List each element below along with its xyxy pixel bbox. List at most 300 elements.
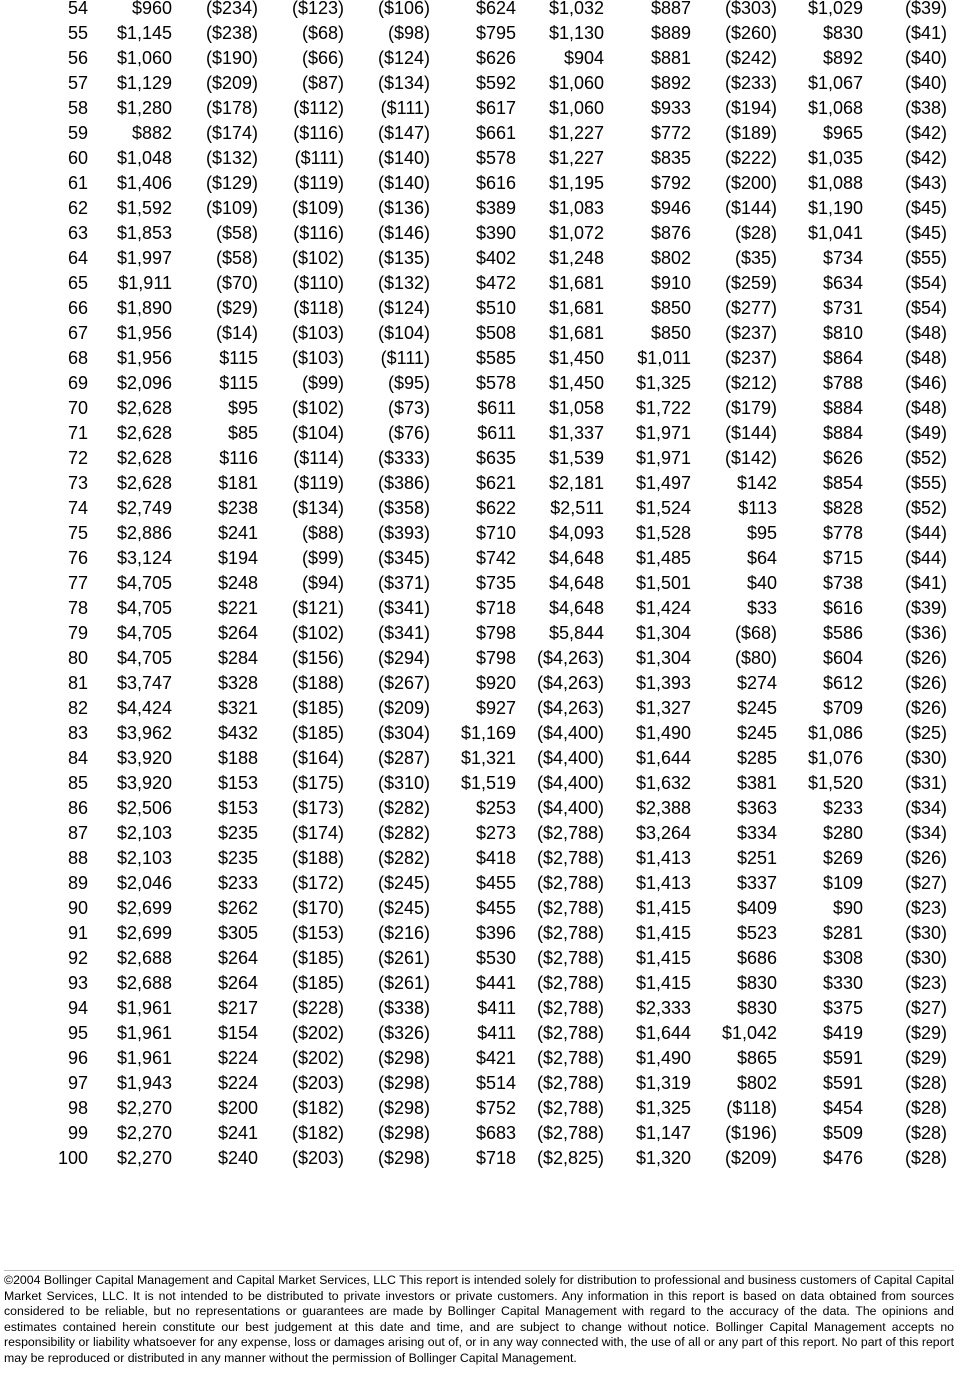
table-cell: ($80) xyxy=(734,648,777,668)
table-cell: ($147) xyxy=(377,123,430,143)
row-number-cell: 89 xyxy=(67,873,88,893)
table-cell: $884 xyxy=(822,423,863,443)
table-row xyxy=(0,871,947,896)
table-cell: $1,060 xyxy=(548,73,604,93)
table-cell: $1,321 xyxy=(460,748,516,768)
table-cell: ($42) xyxy=(904,123,947,143)
table-cell: $1,129 xyxy=(116,73,172,93)
table-cell: ($245) xyxy=(377,898,430,918)
table-cell: $1,415 xyxy=(635,948,691,968)
table-cell: ($39) xyxy=(904,0,947,18)
table-cell: $142 xyxy=(736,473,777,493)
table-cell: $1,415 xyxy=(635,898,691,918)
table-cell: ($48) xyxy=(904,398,947,418)
table-cell: $233 xyxy=(217,873,258,893)
table-cell: ($26) xyxy=(904,648,947,668)
table-cell: ($341) xyxy=(377,598,430,618)
row-number-cell: 84 xyxy=(67,748,88,768)
table-cell: $892 xyxy=(822,48,863,68)
table-cell: ($14) xyxy=(215,323,258,343)
table-cell: $742 xyxy=(475,548,516,568)
table-cell: ($124) xyxy=(377,48,430,68)
table-cell: $920 xyxy=(475,673,516,693)
table-row xyxy=(0,521,947,546)
table-cell: $95 xyxy=(746,523,777,543)
table-cell: ($237) xyxy=(724,348,777,368)
table-cell: ($188) xyxy=(291,673,344,693)
table-cell: ($371) xyxy=(377,573,430,593)
table-row xyxy=(0,896,947,921)
table-cell: $441 xyxy=(475,973,516,993)
table-cell: $1,497 xyxy=(635,473,691,493)
table-cell: ($132) xyxy=(205,148,258,168)
table-cell: $1,060 xyxy=(116,48,172,68)
table-cell: $830 xyxy=(822,23,863,43)
table-cell: $1,415 xyxy=(635,973,691,993)
table-cell: ($156) xyxy=(291,648,344,668)
table-cell: ($52) xyxy=(904,498,947,518)
table-cell: $1,227 xyxy=(548,123,604,143)
table-cell: ($209) xyxy=(205,73,258,93)
table-cell: $933 xyxy=(650,98,691,118)
table-cell: $240 xyxy=(217,1148,258,1168)
table-cell: $454 xyxy=(822,1098,863,1118)
table-cell: $154 xyxy=(217,1023,258,1043)
table-cell: ($26) xyxy=(904,673,947,693)
table-cell: ($119) xyxy=(293,173,344,193)
table-cell: $472 xyxy=(475,273,516,293)
table-cell: ($30) xyxy=(904,748,947,768)
table-row xyxy=(0,821,947,846)
table-cell: $2,181 xyxy=(548,473,604,493)
row-number-cell: 55 xyxy=(67,23,88,43)
table-cell: ($26) xyxy=(904,698,947,718)
table-cell: $865 xyxy=(736,1048,777,1068)
table-cell: $1,722 xyxy=(635,398,691,418)
table-cell: $1,520 xyxy=(807,773,863,793)
row-number-cell: 93 xyxy=(67,973,88,993)
row-number-cell: 65 xyxy=(67,273,88,293)
table-cell: $946 xyxy=(650,198,691,218)
table-cell: $586 xyxy=(822,623,863,643)
table-cell: ($242) xyxy=(724,48,777,68)
table-cell: ($41) xyxy=(904,23,947,43)
table-cell: $509 xyxy=(822,1123,863,1143)
table-row xyxy=(0,421,947,446)
row-number-cell: 76 xyxy=(67,548,88,568)
table-cell: $153 xyxy=(217,773,258,793)
table-cell: $248 xyxy=(217,573,258,593)
table-cell: ($119) xyxy=(293,473,344,493)
table-cell: $2,749 xyxy=(116,498,172,518)
table-cell: $611 xyxy=(477,423,516,443)
table-row xyxy=(0,246,947,271)
table-cell: ($116) xyxy=(293,123,344,143)
table-cell: ($55) xyxy=(904,473,947,493)
table-cell: $578 xyxy=(475,373,516,393)
table-cell: $1,072 xyxy=(548,223,604,243)
table-cell: $194 xyxy=(217,548,258,568)
table-cell: ($282) xyxy=(377,798,430,818)
table-cell: $850 xyxy=(650,323,691,343)
table-cell: $188 xyxy=(217,748,258,768)
table-cell: ($326) xyxy=(377,1023,430,1043)
table-cell: $419 xyxy=(822,1023,863,1043)
table-cell: $910 xyxy=(650,273,691,293)
table-cell: $1,280 xyxy=(116,98,172,118)
table-cell: $241 xyxy=(217,1123,258,1143)
table-cell: $245 xyxy=(736,698,777,718)
row-number-cell: 92 xyxy=(67,948,88,968)
table-cell: $1,490 xyxy=(635,1048,691,1068)
table-row xyxy=(0,1121,947,1146)
table-cell: $1,956 xyxy=(116,323,172,343)
table-cell: $1,424 xyxy=(635,598,691,618)
table-cell: ($233) xyxy=(724,73,777,93)
table-cell: ($102) xyxy=(291,248,344,268)
row-number-cell: 70 xyxy=(67,398,88,418)
table-cell: $308 xyxy=(822,948,863,968)
table-cell: ($260) xyxy=(724,23,777,43)
table-row xyxy=(0,171,947,196)
table-row xyxy=(0,0,947,21)
table-cell: ($132) xyxy=(377,273,430,293)
table-cell: $330 xyxy=(822,973,863,993)
table-cell: ($43) xyxy=(904,173,947,193)
table-cell: $830 xyxy=(736,973,777,993)
table-cell: ($298) xyxy=(377,1073,430,1093)
table-cell: ($179) xyxy=(724,398,777,418)
table-cell: ($109) xyxy=(205,198,258,218)
table-cell: ($23) xyxy=(904,898,947,918)
row-number-cell: 71 xyxy=(67,423,88,443)
table-cell: $634 xyxy=(822,273,863,293)
table-cell: $881 xyxy=(650,48,691,68)
table-cell: ($2,788) xyxy=(536,1123,604,1143)
table-cell: ($28) xyxy=(904,1148,947,1168)
table-cell: $1,644 xyxy=(635,1023,691,1043)
table-cell: $1,450 xyxy=(548,348,604,368)
table-cell: $578 xyxy=(475,148,516,168)
table-cell: $1,943 xyxy=(116,1073,172,1093)
table-cell: ($94) xyxy=(301,573,344,593)
table-cell: ($178) xyxy=(205,98,258,118)
table-cell: $876 xyxy=(650,223,691,243)
table-cell: ($185) xyxy=(291,698,344,718)
table-row xyxy=(0,221,947,246)
table-cell: $1,406 xyxy=(116,173,172,193)
table-cell: ($134) xyxy=(377,73,430,93)
table-cell: ($304) xyxy=(377,723,430,743)
row-number-cell: 94 xyxy=(67,998,88,1018)
table-cell: $1,327 xyxy=(635,698,691,718)
table-row xyxy=(0,471,947,496)
table-cell: $1,145 xyxy=(116,23,172,43)
table-cell: $1,450 xyxy=(548,373,604,393)
disclaimer-footer xyxy=(4,1270,954,1367)
table-cell: $626 xyxy=(475,48,516,68)
table-cell: ($68) xyxy=(301,23,344,43)
row-number-cell: 77 xyxy=(67,573,88,593)
table-cell: $116 xyxy=(219,448,258,468)
table-cell: $2,096 xyxy=(116,373,172,393)
table-row xyxy=(0,196,947,221)
table-cell: $621 xyxy=(475,473,516,493)
table-cell: $2,688 xyxy=(116,973,172,993)
row-number-cell: 82 xyxy=(67,698,88,718)
table-cell: $1,058 xyxy=(548,398,604,418)
table-cell: ($2,788) xyxy=(536,898,604,918)
table-row xyxy=(0,771,947,796)
table-cell: $3,962 xyxy=(116,723,172,743)
table-cell: $887 xyxy=(650,0,691,18)
table-cell: $1,681 xyxy=(548,273,604,293)
table-cell: ($58) xyxy=(215,223,258,243)
row-number-cell: 69 xyxy=(67,373,88,393)
table-cell: ($209) xyxy=(377,698,430,718)
table-cell: $224 xyxy=(217,1048,258,1068)
table-cell: ($170) xyxy=(291,898,344,918)
table-cell: $882 xyxy=(131,123,172,143)
table-cell: $411 xyxy=(477,998,516,1018)
table-cell: $864 xyxy=(822,348,863,368)
table-cell: ($58) xyxy=(215,248,258,268)
table-cell: $363 xyxy=(736,798,777,818)
table-cell: $224 xyxy=(217,1073,258,1093)
table-row xyxy=(0,146,947,171)
table-cell: $778 xyxy=(822,523,863,543)
table-cell: ($34) xyxy=(904,823,947,843)
table-cell: ($203) xyxy=(291,1073,344,1093)
table-cell: ($282) xyxy=(377,823,430,843)
table-cell: $1,147 xyxy=(635,1123,691,1143)
table-cell: ($103) xyxy=(291,323,344,343)
table-cell: $233 xyxy=(822,798,863,818)
table-cell: ($104) xyxy=(377,323,430,343)
table-cell: $795 xyxy=(475,23,516,43)
row-number-cell: 54 xyxy=(67,0,88,18)
table-row xyxy=(0,271,947,296)
table-cell: $321 xyxy=(217,698,258,718)
table-cell: ($49) xyxy=(904,423,947,443)
table-cell: $617 xyxy=(475,98,516,118)
table-cell: $2,333 xyxy=(635,998,691,1018)
table-row xyxy=(0,296,947,321)
table-cell: $274 xyxy=(736,673,777,693)
table-cell: $635 xyxy=(475,448,516,468)
table-cell: $1,076 xyxy=(807,748,863,768)
row-number-cell: 58 xyxy=(67,98,88,118)
table-cell: ($114) xyxy=(293,448,344,468)
table-cell: ($4,400) xyxy=(536,773,604,793)
table-cell: ($111) xyxy=(380,348,430,368)
table-cell: ($194) xyxy=(724,98,777,118)
table-cell: ($134) xyxy=(291,498,344,518)
table-cell: ($25) xyxy=(904,723,947,743)
table-cell: ($2,788) xyxy=(536,973,604,993)
table-cell: ($40) xyxy=(904,48,947,68)
table-cell: $1,632 xyxy=(635,773,691,793)
table-cell: ($4,400) xyxy=(536,723,604,743)
table-cell: $2,270 xyxy=(116,1123,172,1143)
table-cell: ($45) xyxy=(904,223,947,243)
table-cell: $1,528 xyxy=(635,523,691,543)
table-cell: $510 xyxy=(475,298,516,318)
table-cell: ($282) xyxy=(377,848,430,868)
table-cell: $1,644 xyxy=(635,748,691,768)
table-cell: ($298) xyxy=(377,1148,430,1168)
table-cell: ($237) xyxy=(724,323,777,343)
table-row xyxy=(0,446,947,471)
table-cell: $1,325 xyxy=(635,1098,691,1118)
table-cell: ($38) xyxy=(904,98,947,118)
table-cell: $381 xyxy=(736,773,777,793)
table-cell: ($2,788) xyxy=(536,923,604,943)
table-cell: $273 xyxy=(475,823,516,843)
table-cell: $2,506 xyxy=(116,798,172,818)
table-cell: $85 xyxy=(227,423,258,443)
table-cell: ($144) xyxy=(724,423,777,443)
table-cell: ($52) xyxy=(904,448,947,468)
table-cell: $798 xyxy=(475,648,516,668)
table-row xyxy=(0,396,947,421)
table-cell: $1,029 xyxy=(807,0,863,18)
table-cell: ($196) xyxy=(724,1123,777,1143)
table-cell: $217 xyxy=(217,998,258,1018)
table-cell: $432 xyxy=(217,723,258,743)
table-cell: ($110) xyxy=(293,273,344,293)
table-cell: $2,046 xyxy=(116,873,172,893)
table-cell: $792 xyxy=(650,173,691,193)
table-row xyxy=(0,321,947,346)
table-cell: $1,890 xyxy=(116,298,172,318)
table-cell: $1,304 xyxy=(635,648,691,668)
table-cell: $1,195 xyxy=(548,173,604,193)
table-cell: ($106) xyxy=(377,0,430,18)
table-cell: $328 xyxy=(217,673,258,693)
table-row xyxy=(0,621,947,646)
table-cell: $95 xyxy=(227,398,258,418)
row-number-cell: 100 xyxy=(57,1148,88,1168)
row-number-cell: 88 xyxy=(67,848,88,868)
table-cell: $802 xyxy=(650,248,691,268)
table-cell: $1,035 xyxy=(807,148,863,168)
row-number-cell: 90 xyxy=(67,898,88,918)
table-cell: $1,971 xyxy=(635,448,691,468)
table-cell: $337 xyxy=(736,873,777,893)
table-row xyxy=(0,1071,947,1096)
row-number-cell: 75 xyxy=(67,523,88,543)
row-number-cell: 85 xyxy=(67,773,88,793)
table-cell: $735 xyxy=(475,573,516,593)
table-cell: $709 xyxy=(822,698,863,718)
table-cell: ($26) xyxy=(904,848,947,868)
table-cell: ($2,825) xyxy=(536,1148,604,1168)
table-cell: $1,971 xyxy=(635,423,691,443)
table-cell: $4,705 xyxy=(116,623,172,643)
table-row xyxy=(0,571,947,596)
table-cell: $731 xyxy=(822,298,863,318)
table-cell: $4,705 xyxy=(116,648,172,668)
table-cell: $523 xyxy=(736,923,777,943)
table-cell: $5,844 xyxy=(548,623,604,643)
table-cell: $585 xyxy=(475,348,516,368)
table-cell: $854 xyxy=(822,473,863,493)
table-cell: $1,337 xyxy=(548,423,604,443)
table-cell: $476 xyxy=(822,1148,863,1168)
table-cell: $1,956 xyxy=(116,348,172,368)
table-cell: ($30) xyxy=(904,948,947,968)
table-cell: ($39) xyxy=(904,598,947,618)
table-cell: ($27) xyxy=(904,873,947,893)
table-cell: $40 xyxy=(746,573,777,593)
table-cell: $1,319 xyxy=(635,1073,691,1093)
table-row xyxy=(0,96,947,121)
table-cell: $3,124 xyxy=(116,548,172,568)
table-cell: $2,270 xyxy=(116,1148,172,1168)
table-cell: ($29) xyxy=(904,1023,947,1043)
table-cell: ($228) xyxy=(291,998,344,1018)
table-cell: $280 xyxy=(822,823,863,843)
table-cell: $1,961 xyxy=(116,1048,172,1068)
row-number-cell: 78 xyxy=(67,598,88,618)
table-cell: ($303) xyxy=(724,0,777,18)
table-cell: ($341) xyxy=(377,623,430,643)
table-cell: $904 xyxy=(563,48,604,68)
disclaimer-text: 2004 Bollinger Capital Management and Capital Market Services, LLC This report is intended solely for distribution to professional and business customers of Capital Capital Market Services, LLC. It is not intended to be distributed to private investors or private customers. Any information in this report is based on data obtained from sources considered to be reliable, but no representations or guarantees are made by Bollinger Capital Management with regard to the accuracy of the data. The opinions and estimates contained herein constitute our best judgement at this date and time, and are subject to change without notice. Bollinger Capital Management accepts no responsibility or liability whatsoever for any expense, loss or damages arising out of, or in any way connected with, the use of all or any part of this report. No part of this report may be reproduced or distributed in any manner without the permission of Bollinger Capital Management. xyxy=(4,1273,954,1365)
table-cell: $2,103 xyxy=(116,848,172,868)
table-cell: ($4,400) xyxy=(536,798,604,818)
row-number-cell: 96 xyxy=(67,1048,88,1068)
table-cell: $718 xyxy=(475,1148,516,1168)
table-cell: $592 xyxy=(475,73,516,93)
table-cell: $4,648 xyxy=(548,573,604,593)
table-cell: $1,032 xyxy=(548,0,604,18)
table-cell: ($136) xyxy=(377,198,430,218)
table-cell: $850 xyxy=(650,298,691,318)
table-cell: $375 xyxy=(822,998,863,1018)
table-cell: ($54) xyxy=(904,298,947,318)
table-cell: $402 xyxy=(475,248,516,268)
table-cell: $455 xyxy=(475,873,516,893)
table-cell: $612 xyxy=(822,673,863,693)
table-cell: $245 xyxy=(736,723,777,743)
table-cell: $683 xyxy=(475,1123,516,1143)
row-number-cell: 63 xyxy=(67,223,88,243)
table-row xyxy=(0,46,947,71)
table-cell: ($261) xyxy=(377,948,430,968)
table-cell: $3,264 xyxy=(635,823,691,843)
table-cell: $591 xyxy=(822,1048,863,1068)
table-row xyxy=(0,671,947,696)
table-cell: $734 xyxy=(822,248,863,268)
row-number-cell: 66 xyxy=(67,298,88,318)
table-cell: $264 xyxy=(217,948,258,968)
table-cell: $455 xyxy=(475,898,516,918)
table-row xyxy=(0,696,947,721)
table-row xyxy=(0,121,947,146)
table-cell: $2,388 xyxy=(635,798,691,818)
table-cell: ($188) xyxy=(291,848,344,868)
table-cell: $798 xyxy=(475,623,516,643)
table-cell: $710 xyxy=(475,523,516,543)
table-cell: $4,648 xyxy=(548,548,604,568)
table-cell: ($2,788) xyxy=(536,998,604,1018)
table-cell: $285 xyxy=(736,748,777,768)
table-cell: $181 xyxy=(217,473,258,493)
table-cell: $1,501 xyxy=(635,573,691,593)
table-row xyxy=(0,1021,947,1046)
